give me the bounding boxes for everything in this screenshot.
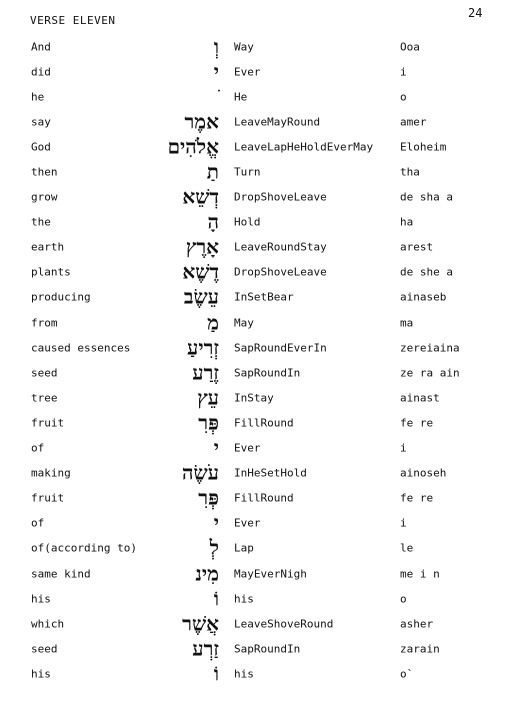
english-word: fruit	[31, 416, 65, 430]
english-word: his	[31, 592, 51, 606]
transliteration: zarain	[400, 642, 440, 656]
word-row	[0, 536, 519, 561]
word-row	[0, 385, 519, 410]
pictograph-meaning: Hold	[234, 215, 261, 229]
hebrew-word: מַ	[207, 310, 219, 335]
transliteration: de sha a	[400, 190, 453, 204]
word-row	[0, 511, 519, 536]
english-word: producing	[31, 290, 91, 304]
hebrew-word: דֶשֶׁא	[182, 259, 219, 284]
english-word: tree	[31, 391, 58, 405]
english-word: making	[31, 466, 71, 480]
word-row	[0, 84, 519, 109]
transliteration: de she a	[400, 265, 453, 279]
transliteration: tha	[400, 165, 420, 179]
english-word: say	[31, 115, 51, 129]
english-word: of	[31, 516, 45, 530]
hebrew-word: וֹ	[213, 661, 219, 686]
pictograph-meaning: Ever	[234, 516, 261, 530]
hebrew-word: זַרְע	[192, 636, 219, 661]
hebrew-word: וֹ	[213, 586, 219, 611]
word-row	[0, 235, 519, 260]
english-word: plants	[31, 265, 71, 279]
english-word: of(according to)	[31, 541, 137, 555]
transliteration: Eloheim	[400, 140, 447, 154]
word-row	[0, 561, 519, 586]
transliteration: ze ra ain	[400, 366, 460, 380]
transliteration: le	[400, 541, 414, 555]
hebrew-word: לְ	[209, 535, 219, 560]
page-title: VERSE ELEVEN	[30, 14, 116, 27]
transliteration: arest	[400, 240, 434, 254]
hebrew-word: פְּרִ	[198, 485, 219, 510]
english-word: did	[31, 65, 51, 79]
word-row	[0, 310, 519, 335]
hebrew-word: זְרִיעַ	[187, 335, 219, 360]
word-row	[0, 661, 519, 686]
transliteration: ainaseb	[400, 290, 447, 304]
pictograph-meaning: DropShoveLeave	[234, 190, 327, 204]
transliteration: Ooa	[400, 40, 420, 54]
word-row	[0, 210, 519, 235]
pictograph-meaning: Turn	[234, 165, 261, 179]
pictograph-meaning: Ever	[234, 441, 261, 455]
english-word: caused essences	[31, 341, 131, 355]
transliteration: o`	[400, 667, 414, 681]
transliteration: o	[400, 592, 407, 606]
transliteration: i	[400, 516, 407, 530]
pictograph-meaning: LeaveShoveRound	[234, 617, 334, 631]
english-word: then	[31, 165, 58, 179]
pictograph-meaning: his	[234, 592, 254, 606]
transliteration: me i n	[400, 567, 440, 581]
hebrew-word: עֵשֶׂב	[183, 284, 219, 309]
word-row	[0, 360, 519, 385]
word-row	[0, 611, 519, 636]
hebrew-word: פְּרִ	[198, 410, 219, 435]
transliteration: ha	[400, 215, 414, 229]
pictograph-meaning: MayEverNigh	[234, 567, 307, 581]
english-word: he	[31, 90, 45, 104]
english-word: of	[31, 441, 45, 455]
transliteration: i	[400, 65, 407, 79]
transliteration: amer	[400, 115, 427, 129]
english-word: seed	[31, 642, 58, 656]
word-row	[0, 134, 519, 159]
english-word: his	[31, 667, 51, 681]
hebrew-word: אֲשֶׁר	[182, 611, 219, 636]
english-word: God	[31, 140, 51, 154]
pictograph-meaning: FillRound	[234, 491, 294, 505]
transliteration: asher	[400, 617, 434, 631]
pictograph-meaning: LeaveMayRound	[234, 115, 321, 129]
hebrew-word: מִינ	[195, 561, 219, 586]
transliteration: ma	[400, 316, 414, 330]
word-row	[0, 109, 519, 134]
english-word: earth	[31, 240, 65, 254]
pictograph-meaning: LeaveRoundStay	[234, 240, 327, 254]
english-word: grow	[31, 190, 58, 204]
hebrew-word: תַ	[206, 159, 219, 184]
pictograph-meaning: DropShoveLeave	[234, 265, 327, 279]
pictograph-meaning: He	[234, 90, 248, 104]
word-row	[0, 159, 519, 184]
word-row	[0, 34, 519, 59]
word-row	[0, 436, 519, 461]
hebrew-word: י	[213, 510, 219, 535]
pictograph-meaning: SapRoundEverIn	[234, 341, 327, 355]
hebrew-word: י	[213, 59, 219, 84]
english-word: which	[31, 617, 65, 631]
pictograph-meaning: SapRoundIn	[234, 642, 301, 656]
pictograph-meaning: InStay	[234, 391, 274, 405]
pictograph-meaning: InSetBear	[234, 290, 294, 304]
word-row	[0, 636, 519, 661]
pictograph-meaning: Way	[234, 40, 254, 54]
word-row	[0, 410, 519, 435]
pictograph-meaning: Ever	[234, 65, 261, 79]
hebrew-word: הָ	[207, 209, 219, 234]
word-table	[0, 34, 519, 686]
hebrew-word: אֱלֹהִים	[167, 134, 219, 159]
english-word: And	[31, 40, 51, 54]
word-row	[0, 185, 519, 210]
transliteration: zereiaina	[400, 341, 460, 355]
word-row	[0, 260, 519, 285]
transliteration: fe re	[400, 491, 434, 505]
transliteration: ainoseh	[400, 466, 447, 480]
pictograph-meaning: Lap	[234, 541, 254, 555]
english-word: the	[31, 215, 51, 229]
pictograph-meaning: InHeSetHold	[234, 466, 307, 480]
transliteration: o	[400, 90, 407, 104]
word-row	[0, 486, 519, 511]
word-row	[0, 59, 519, 84]
english-word: same kind	[31, 567, 91, 581]
page-number: 24	[468, 6, 483, 20]
pictograph-meaning: his	[234, 667, 254, 681]
pictograph-meaning: May	[234, 316, 254, 330]
word-row	[0, 586, 519, 611]
word-row	[0, 461, 519, 486]
hebrew-word: זֶרַע	[192, 360, 219, 385]
word-row	[0, 335, 519, 360]
hebrew-word: אמֶר	[184, 109, 219, 134]
english-word: fruit	[31, 491, 65, 505]
pictograph-meaning: LeaveLapHeHoldEverMay	[234, 140, 374, 154]
hebrew-word: וְ	[213, 34, 219, 59]
english-word: from	[31, 316, 58, 330]
hebrew-word: עֹשֶׂה	[182, 460, 219, 485]
hebrew-word: אָרֶץ	[185, 234, 219, 259]
hebrew-word: עֵץ	[197, 385, 219, 410]
pictograph-meaning: SapRoundIn	[234, 366, 301, 380]
hebrew-word: י	[213, 435, 219, 460]
pictograph-meaning: FillRound	[234, 416, 294, 430]
english-word: seed	[31, 366, 58, 380]
hebrew-word: דְשֵׁא	[182, 184, 219, 209]
word-row	[0, 285, 519, 310]
transliteration: fe re	[400, 416, 434, 430]
transliteration: ainast	[400, 391, 440, 405]
transliteration: i	[400, 441, 407, 455]
